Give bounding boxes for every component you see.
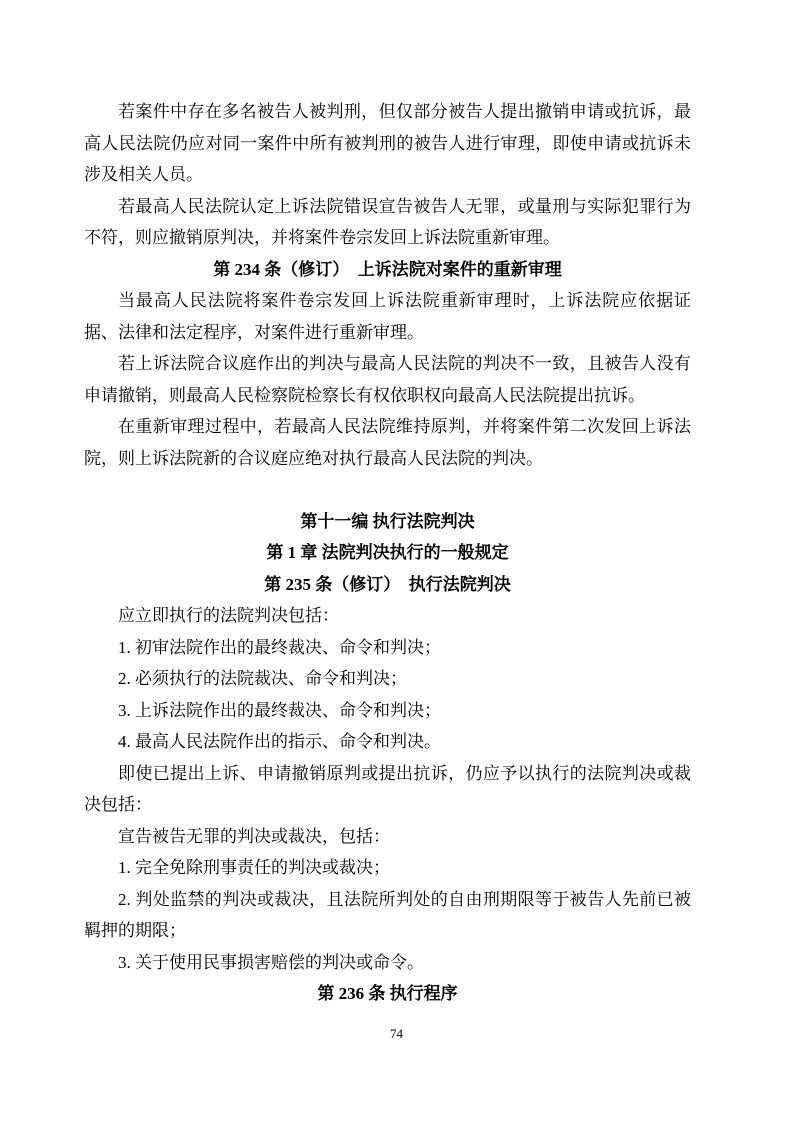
paragraph: 3. 上诉法院作出的最终裁决、命令和判决； xyxy=(118,700,441,720)
article-heading: 第 236 条 执行程序 xyxy=(317,984,458,1003)
part-heading: 第十一编 执行法院判决 xyxy=(300,511,475,531)
paragraph: 1. 初审法院作出的最终裁决、命令和判决； xyxy=(118,637,441,657)
article-heading: 第 234 条（修订） 上诉法院对案件的重新审理 xyxy=(213,259,562,279)
paragraph: 2. 判处监禁的判决或裁决，且法院所判处的自由刑期限等于被告人先前已被羁押的期限； xyxy=(84,889,691,940)
page-number: 74 xyxy=(390,1026,403,1041)
paragraph: 1. 完全免除刑事责任的判决或裁决； xyxy=(118,858,390,877)
paragraph: 即使已提出上诉、申请撤销原判或提出抗诉，仍应予以执行的法院判决或裁决包括： xyxy=(84,763,691,814)
paragraph: 宣告被告无罪的判决或裁决，包括： xyxy=(118,826,390,846)
article-heading: 第 235 条（修订） 执行法院判决 xyxy=(264,574,511,594)
paragraph: 3. 关于使用民事损害赔偿的判决或命令。 xyxy=(118,952,424,972)
paragraph: 若最高人民法院认定上诉法院错误宣告被告人无罪，或量刑与实际犯罪行为不符，则应撤销原判决，并将案件卷宗发回上诉法院重新审理。 xyxy=(84,196,691,247)
paragraph: 4. 最高人民法院作出的指示、命令和判决。 xyxy=(118,732,441,751)
paragraph: 2. 必须执行的法院裁决、命令和判决； xyxy=(118,669,407,688)
paragraph: 若案件中存在多名被告人被判刑，但仅部分被告人提出撤销申请或抗诉，最高人民法院仍应对同一案件中所有被判刑的被告人进行审理，即使申请或抗诉未涉及相关人员。 xyxy=(84,102,691,184)
chapter-heading: 第 1 章 法院判决执行的一般规定 xyxy=(266,543,509,562)
paragraph: 在重新审理过程中，若最高人民法院维持原判，并将案件第二次发回上诉法院，则上诉法院新的合议庭应绝对执行最高人民法院的判决。 xyxy=(84,417,691,468)
document-content xyxy=(84,96,691,1010)
paragraph: 当最高人民法院将案件卷宗发回上诉法院重新审理时，上诉法院应依据证据、法律和法定程序，对案件进行重新审理。 xyxy=(84,291,691,342)
paragraph: 若上诉法院合议庭作出的判决与最高人民法院的判决不一致，且被告人没有申请撤销，则最高人民检察院检察长有权依职权向最高人民法院提出抗诉。 xyxy=(84,354,691,405)
paragraph: 应立即执行的法院判决包括： xyxy=(118,606,339,625)
